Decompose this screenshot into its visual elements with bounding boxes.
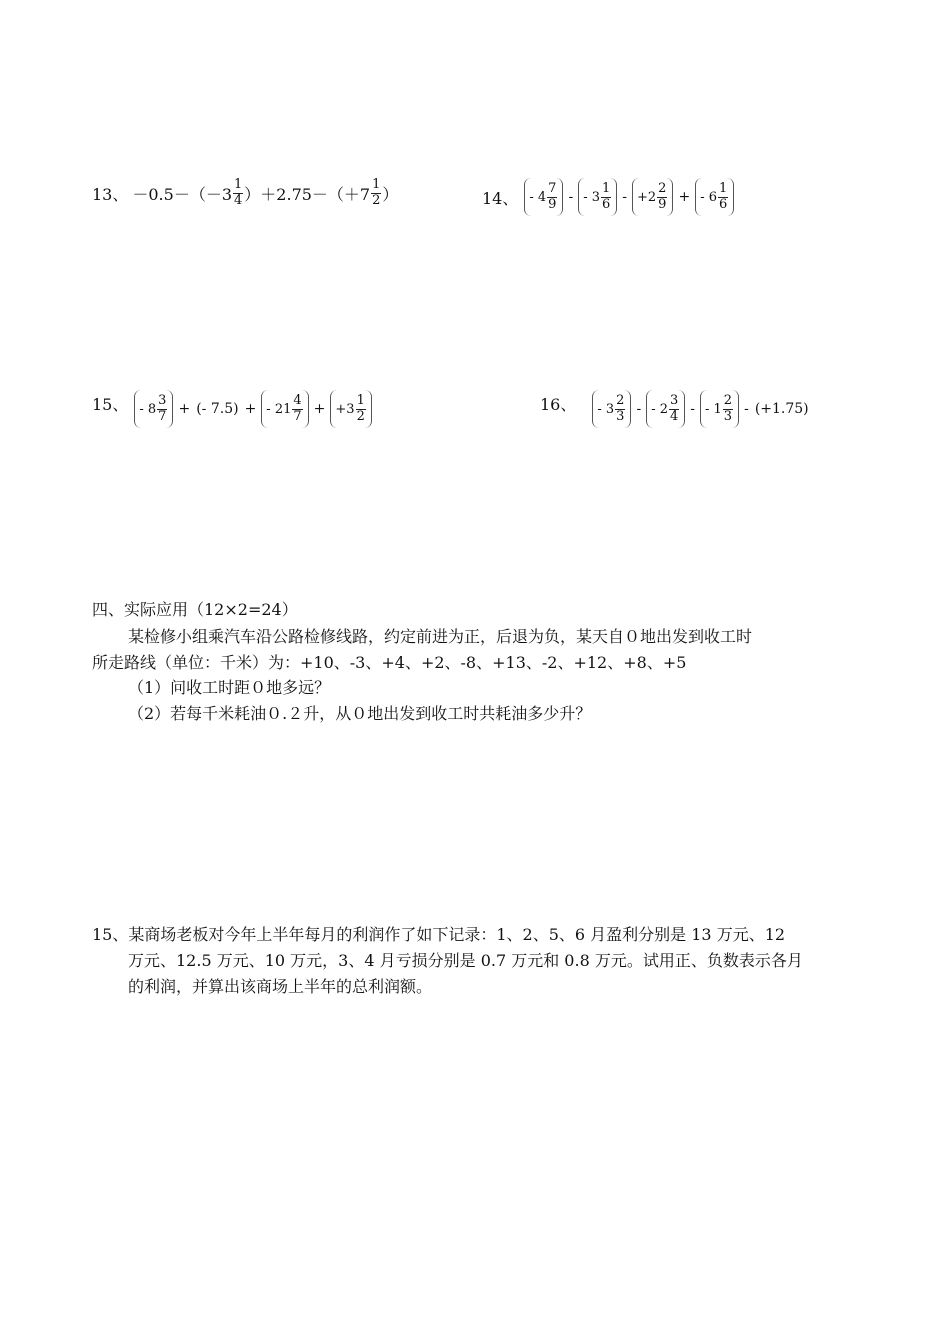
- whole-part: - 2: [651, 401, 668, 417]
- whole-part: +3: [335, 401, 355, 417]
- expression-part: －0.5－（－3: [132, 184, 233, 204]
- denominator: 3: [616, 408, 625, 424]
- bracket-term: [646, 390, 685, 428]
- problem-16: [540, 390, 812, 428]
- numerator: 1: [356, 392, 365, 408]
- denominator: 6: [718, 196, 728, 212]
- bracket-term: [592, 390, 631, 428]
- denominator: 6: [601, 196, 611, 212]
- numerator: 3: [669, 392, 679, 408]
- fraction: [615, 394, 625, 425]
- fraction: [723, 394, 733, 425]
- whole-part: - 1: [705, 401, 722, 417]
- sub-question-2: （2）若每千米耗油０.２升，从０地出发到收工时共耗油多少升？: [128, 704, 592, 723]
- denominator: 2: [372, 192, 381, 208]
- whole-part: - 8: [139, 401, 157, 417]
- bracket-term: [261, 390, 308, 428]
- operator: +: [678, 189, 691, 205]
- problem-number: 15、: [92, 395, 129, 414]
- problem-text-line: 的利润，并算出该商场上半年的总利润额。: [128, 977, 433, 996]
- numerator: 4: [293, 392, 302, 408]
- fraction: [356, 394, 366, 425]
- whole-part: - 3: [583, 189, 600, 205]
- operator: +: [178, 401, 191, 417]
- whole-part: - 3: [597, 401, 615, 417]
- numerator: 2: [723, 392, 733, 408]
- bracket-term: [695, 178, 734, 216]
- numerator: 3: [158, 392, 167, 408]
- fraction: [669, 394, 679, 425]
- denominator: 3: [723, 408, 733, 424]
- operator: +: [244, 401, 257, 417]
- denominator: 7: [293, 408, 302, 424]
- operator: -: [636, 401, 642, 417]
- operator: -: [690, 401, 695, 417]
- fraction: [292, 394, 302, 425]
- denominator: 2: [356, 408, 365, 424]
- bracket-term: [134, 390, 173, 428]
- fraction: [157, 394, 167, 425]
- sub-question-1: （1）问收工时距０地多远？: [128, 678, 331, 697]
- problem-14: [482, 178, 736, 216]
- operator: +: [313, 401, 326, 417]
- denominator: 9: [658, 196, 667, 212]
- numerator: 1: [601, 180, 611, 196]
- bracket-term: [578, 178, 617, 216]
- numerator: 7: [548, 180, 557, 196]
- problem-text-line: 15、某商场老板对今年上半年每月的利润作了如下记录：1、2、5、6 月盈利分别是 13 万元、12: [92, 925, 786, 944]
- bracket-term: [700, 390, 739, 428]
- operator: -: [568, 189, 574, 205]
- denominator: 4: [669, 408, 679, 424]
- denominator: 4: [234, 192, 243, 208]
- problem-number: 16、: [540, 395, 577, 414]
- decimal-term: (- 7.5): [196, 401, 239, 417]
- operator: -: [744, 401, 749, 417]
- fraction: [601, 182, 611, 213]
- denominator: 7: [158, 408, 167, 424]
- bracket-term: [632, 178, 673, 216]
- expression-part: ）: [382, 184, 399, 204]
- fraction: [371, 178, 381, 209]
- fraction: [547, 182, 557, 213]
- whole-part: - 6: [700, 189, 717, 205]
- bracket-term: [330, 390, 371, 428]
- fraction: [233, 178, 243, 209]
- denominator: 9: [548, 196, 557, 212]
- numerator: 1: [234, 177, 243, 192]
- section-heading: 四、实际应用（12×2=24）: [92, 600, 298, 619]
- problem-number: 14、: [482, 188, 519, 208]
- numerator: 1: [718, 180, 728, 196]
- problem-number: 13、: [92, 184, 129, 204]
- whole-part: - 21: [266, 401, 292, 417]
- operator: -: [622, 189, 627, 205]
- problem-text-line: 所走路线（单位：千米）为：+10、-3、+4、+2、-8、+13、-2、+12、+8、+5: [92, 653, 687, 672]
- decimal-term: (+1.75): [754, 401, 809, 417]
- numerator: 1: [372, 177, 381, 192]
- fraction: [718, 182, 728, 213]
- numerator: 2: [616, 392, 625, 408]
- problem-text-line: 某检修小组乘汽车沿公路检修线路，约定前进为正，后退为负，某天自０地出发到收工时: [128, 627, 753, 646]
- problem-13: [92, 178, 398, 209]
- bracket-term: [524, 178, 563, 216]
- whole-part: +2: [637, 189, 657, 205]
- numerator: 2: [658, 180, 667, 196]
- expression-part: ）＋2.75－（＋7: [244, 184, 371, 204]
- whole-part: - 4: [529, 189, 547, 205]
- fraction: [657, 182, 667, 213]
- problem-15: [92, 390, 374, 428]
- problem-text-line: 万元、12.5 万元、10 万元，3、4 月亏损分别是 0.7 万元和 0.8 万元。试用正、负数表示各月: [128, 951, 803, 970]
